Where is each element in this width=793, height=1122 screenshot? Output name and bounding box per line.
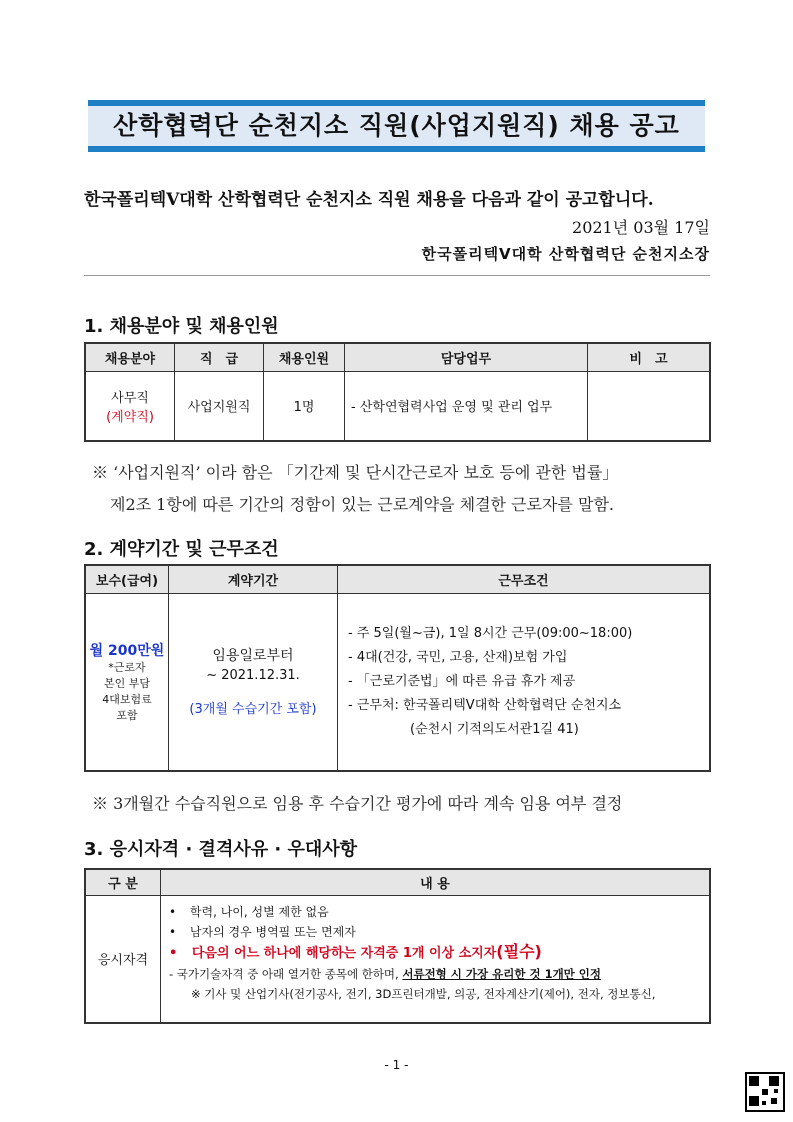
section1-note-1: ※ ‘사업지원직’ 이라 함은 「기간제 및 단시간근로자 보호 등에 관한 법률」 <box>92 463 619 482</box>
section2-note: ※ 3개월간 수습직원으로 임용 후 수습기간 평가에 따라 계속 임용 여부 결정 <box>92 794 623 813</box>
col-duty: 담당업무 <box>345 343 588 371</box>
condition-5: (순천시 기적의도서관1길 41) <box>410 721 579 737</box>
col-content: 내 용 <box>161 869 711 895</box>
section3-heading: 3. 응시자격 · 결격사유 · 우대사항 <box>84 839 358 860</box>
bullet-2: • 남자의 경우 병역필 또는 면제자 <box>169 924 356 939</box>
section1-note-2: 제2조 1항에 따른 기간의 정함이 있는 근로계약을 체결한 근로자를 말함. <box>110 495 614 514</box>
col-conditions: 근무조건 <box>338 565 711 593</box>
section2-heading: 2. 계약기간 및 근무조건 <box>84 539 279 560</box>
field-note: (계약직) <box>106 409 154 425</box>
period-line-2: ~ 2021.12.31. <box>206 668 300 684</box>
cell-field <box>85 371 175 441</box>
col-period: 계약기간 <box>169 565 338 593</box>
pay-amount: 월 200만원 <box>89 642 165 659</box>
period-line-1: 임용일로부터 <box>212 648 294 665</box>
header-divider <box>84 275 710 276</box>
col-rank: 직 급 <box>175 343 264 371</box>
col-count: 채용인원 <box>264 343 345 371</box>
intro-text: 한국폴리텍V대학 산학협력단 순천지소 직원 채용을 다음과 같이 공고합니다. <box>84 190 654 210</box>
recruit-table <box>84 342 711 442</box>
condition-4: - 근무처: 한국폴리텍V대학 산학협력단 순천지소 <box>348 697 622 713</box>
cell-qualification-content <box>161 895 711 1023</box>
pay-note-4: 포함 <box>116 708 138 722</box>
cell-qualification-label: 응시자격 <box>85 895 161 1023</box>
cell-remark <box>588 371 711 441</box>
contract-table <box>84 564 711 772</box>
required-emphasis: (필수) <box>496 941 542 961</box>
page-title: 산학협력단 순천지소 직원(사업지원직) 채용 공고 <box>88 106 705 146</box>
sub-line-1: - 국가기술자격 중 아래 열거한 종목에 한하며, 서류전형 시 가장 유리한 것 1개만 인정 <box>169 966 602 981</box>
cell-duty: - 산학연협력사업 운영 및 관리 업무 <box>345 371 588 441</box>
period-note: (3개월 수습기간 포함) <box>189 702 317 718</box>
qr-code-icon <box>745 1072 785 1112</box>
col-category: 구 분 <box>85 869 161 895</box>
pay-note-1: *근로자 <box>108 660 146 674</box>
qualification-table <box>84 868 711 1024</box>
condition-2: - 4대(건강, 국민, 고용, 산재)보험 가입 <box>348 649 568 665</box>
title-bottom-bar <box>88 146 705 152</box>
section1-heading: 1. 채용분야 및 채용인원 <box>84 316 279 337</box>
cell-pay <box>85 593 169 771</box>
title-banner <box>88 100 705 152</box>
bullet-1: • 학력, 나이, 성별 제한 없음 <box>169 904 329 919</box>
cell-conditions <box>338 593 711 771</box>
field-name: 사무직 <box>111 390 149 406</box>
condition-1: - 주 5일(월~금), 1일 8시간 근무(09:00~18:00) <box>348 625 633 641</box>
pay-note-2: 본인 부담 <box>103 676 150 690</box>
cell-count: 1명 <box>264 371 345 441</box>
issuer-name: 한국폴리텍V대학 산학협력단 순천지소장 <box>421 245 710 263</box>
bullet-required: • 다음의 어느 하나에 해당하는 자격증 1개 이상 소지자(필수) <box>169 941 542 961</box>
announcement-date: 2021년 03월 17일 <box>572 218 710 237</box>
cell-period <box>169 593 338 771</box>
col-pay: 보수(급여) <box>85 565 169 593</box>
page-number: - 1 - <box>384 1058 409 1072</box>
bullet-mark: • <box>169 924 177 939</box>
pay-note-3: 4대보험료 <box>102 692 152 706</box>
bullet-mark: • <box>169 904 177 919</box>
cell-rank: 사업지원직 <box>175 371 264 441</box>
sub-line-2: ※ 기사 및 산업기사(전기공사, 전기, 3D프린터개발, 의공, 전자계산기(제어), 전자, 정보통신, <box>191 986 656 1001</box>
col-field: 채용분야 <box>85 343 175 371</box>
bullet-mark: • <box>169 945 178 961</box>
col-remark: 비 고 <box>588 343 711 371</box>
condition-3: - 「근로기준법」에 따른 유급 휴가 제공 <box>348 673 576 689</box>
